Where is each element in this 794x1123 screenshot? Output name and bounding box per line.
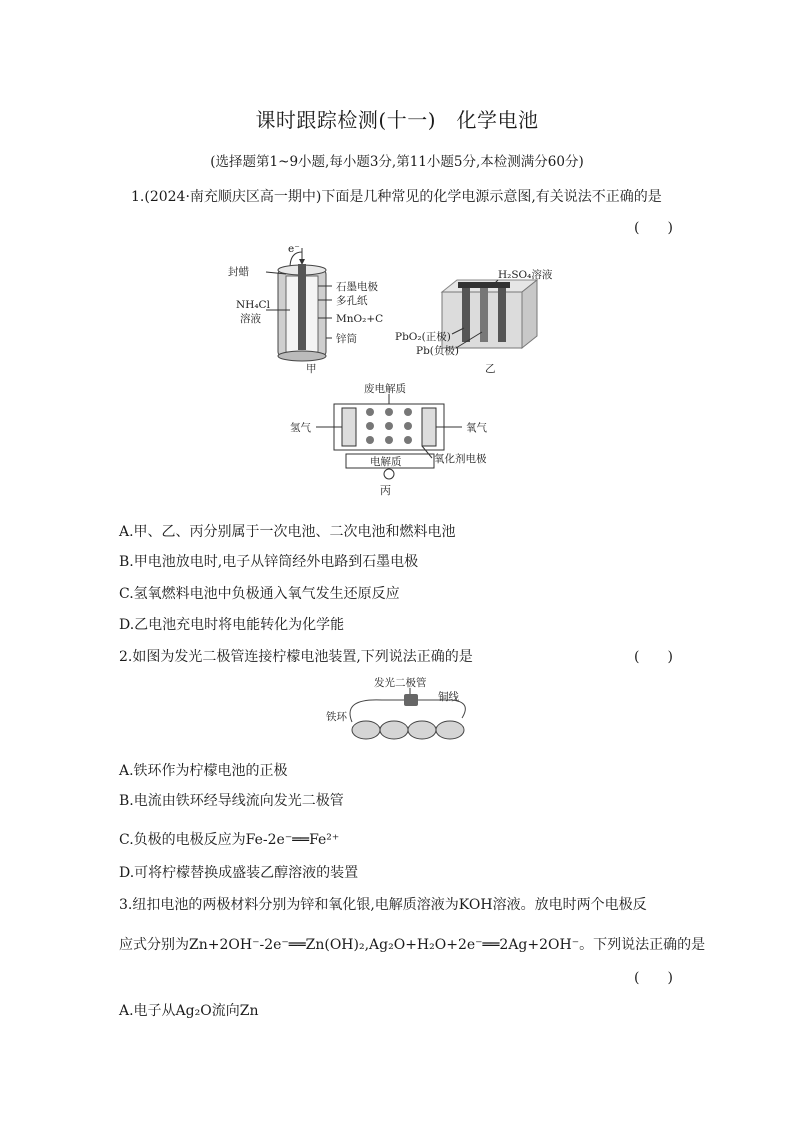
q3-option-a: A.电子从Ag₂O流向Zn	[119, 1003, 259, 1019]
q2-option-b: B.电流由铁环经导线流向发光二极管	[119, 793, 344, 809]
q1-figure-jia	[228, 240, 403, 378]
label-graphite: 石墨电极	[336, 281, 378, 293]
q3-stem-line1: 3.纽扣电池的两极材料分别为锌和氧化银,电解质溶液为KOH溶液。放电时两个电极反	[119, 897, 647, 913]
label-pbo2: PbO₂(正极)	[395, 331, 451, 343]
label-h2so4: H₂SO₄溶液	[498, 269, 552, 281]
label-zinc: 锌筒	[336, 333, 357, 345]
label-hydrogen: 氢气	[290, 422, 311, 434]
caption-bing: 丙	[380, 484, 391, 497]
label-paper: 多孔纸	[336, 295, 368, 307]
caption-jia: 甲	[306, 363, 317, 375]
label-wax: 封蜡	[228, 266, 249, 278]
page-title: 课时跟踪检测(十一) 化学电池	[255, 108, 539, 132]
q2-stem: 2.如图为发光二极管连接柠檬电池装置,下列说法正确的是	[119, 649, 473, 665]
q2-figure-lemon	[322, 674, 482, 750]
label-copper-wire: 铜线	[438, 691, 459, 703]
electron-label: e⁻	[288, 243, 300, 255]
q2-option-c: C.负极的电极反应为Fe-2e⁻══Fe²⁺	[119, 832, 340, 848]
label-electrolyte: 电解质	[370, 456, 402, 468]
q1-figure-yi	[392, 262, 552, 378]
label-oxygen: 氧气	[466, 422, 487, 434]
label-nh4cl: NH₄Cl	[236, 299, 270, 311]
q2-option-d: D.可将柠檬替换成盛装乙醇溶液的装置	[119, 865, 359, 881]
caption-yi: 乙	[485, 363, 496, 375]
q1-stem: 1.(2024·南充顺庆区高一期中)下面是几种常见的化学电源示意图,有关说法不正确的是	[131, 189, 662, 205]
q1-answer-paren: ( )	[634, 220, 673, 236]
label-led: 发光二极管	[374, 677, 427, 689]
label-waste-electrolyte: 废电解质	[364, 383, 406, 395]
page-subtitle: (选择题第1~9小题,每小题3分,第11小题5分,本检测满分60分)	[210, 154, 584, 170]
q1-option-a: A.甲、乙、丙分别属于一次电池、二次电池和燃料电池	[119, 524, 456, 540]
q1-option-d: D.乙电池充电时将电能转化为化学能	[119, 617, 345, 633]
label-mno2: MnO₂+C	[336, 313, 384, 325]
q3-stem-line2: 应式分别为Zn+2OH⁻-2e⁻══Zn(OH)₂,Ag₂O+H₂O+2e⁻══2Ag+2OH⁻。下列说法正确的是	[119, 937, 706, 953]
label-pb: Pb(负极)	[416, 345, 459, 357]
q1-option-b: B.甲电池放电时,电子从锌筒经外电路到石墨电极	[119, 554, 419, 570]
q1-option-c: C.氢氧燃料电池中负极通入氧气发生还原反应	[119, 586, 400, 602]
q2-option-a: A.铁环作为柠檬电池的正极	[119, 763, 288, 779]
label-iron-ring: 铁环	[326, 711, 347, 723]
label-oxidant-electrode: 氧化剂电极	[434, 453, 487, 465]
q2-answer-paren: ( )	[634, 649, 673, 665]
q1-figure-bing	[286, 380, 506, 480]
label-solution: 溶液	[240, 313, 261, 325]
q3-answer-paren: ( )	[634, 970, 673, 986]
